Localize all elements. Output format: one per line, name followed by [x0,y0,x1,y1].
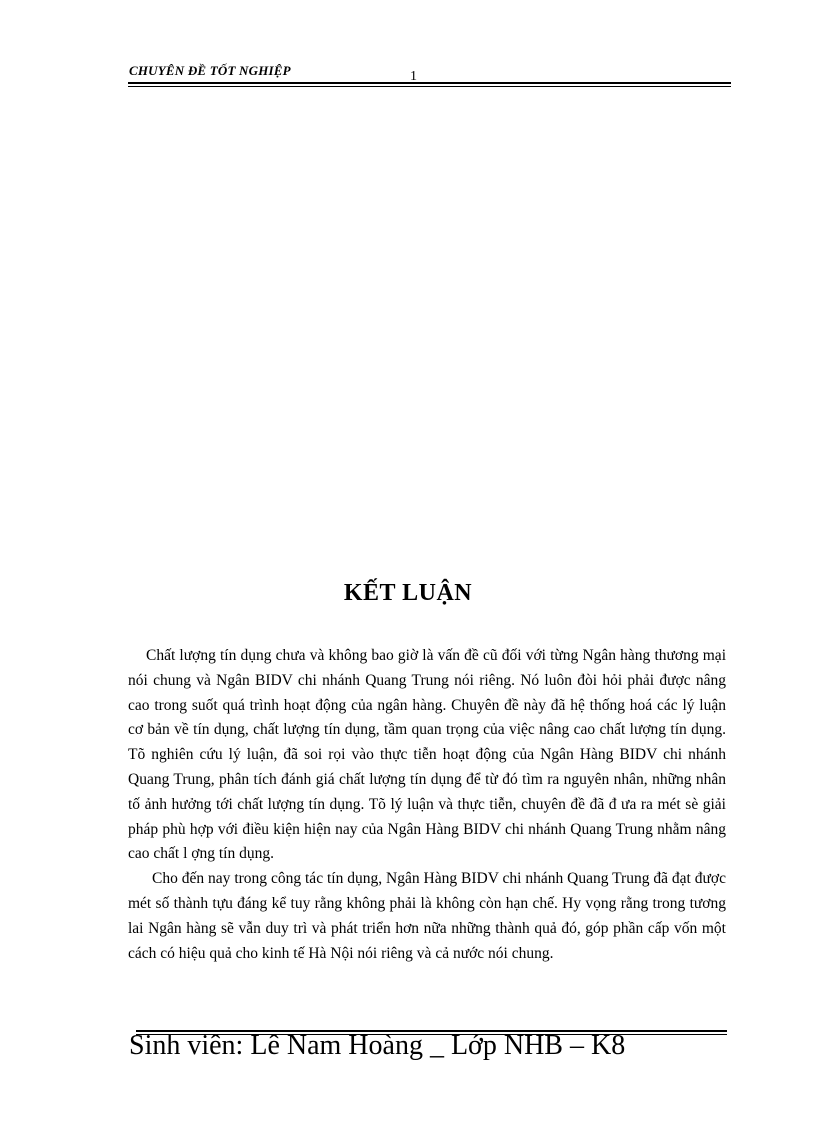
header-divider [128,82,731,84]
page-number: 1 [410,69,417,84]
body-text [128,644,726,966]
footer-student-info: Sinh viên: Lê Nam Hoàng _ Lớp NHB – K8 [129,1030,626,1061]
section-heading: KẾT LUẬN [343,580,473,606]
paragraph-2: Cho đến nay trong công tác tín dụng, Ngân Hàng BIDV chi nhánh Quang Trung đã đạt được mét số thành tựu đáng kể tuy rằng không phải là không còn hạn chế. Hy vọng rằng trong tương lai Ngân hàng sẽ vẫn duy trì và phát triển hơn nữa những thành quả đó, góp phần cấp vốn một cách có hiệu quả cho kinh tế Hà Nội nói riêng và cả nước nói chung. [128,870,726,962]
paragraph-1: Chất lượng tín dụng chưa và không bao giờ là vấn đề cũ đối với từng Ngân hàng thương mại nói chung và Ngân BIDV chi nhánh Quang Trung nói riêng. Nó luôn đòi hỏi phải được nâng cao trong suốt quá trình hoạt động của ngân hàng. Chuyên đề này đã hệ thống hoá các lý luận cơ bản về tín dụng, chất lượng tín dụng, tầm quan trọng của việc nâng cao chất lượng tín dụng. Tõ nghiên cứu lý luận, đã soi rọi vào thực tiễn hoạt động của Ngân Hàng BIDV chi nhánh Quang Trung, phân tích đánh giá chất lượng tín dụng để từ đó tìm ra nguyên nhân, những nhân tố ảnh hưởng tới chất lượng tín dụng. Tõ lý luận và thực tiễn, chuyên đề đã đ ưa ra mét sè giải pháp phù hợp với điều kiện hiện nay của Ngân Hàng BIDV chi nhánh Quang Trung nhằm nâng cao chất l ợng tín dụng. [128,647,726,863]
header-title: CHUYÊN ĐỀ TỐT NGHIỆP [129,63,291,78]
